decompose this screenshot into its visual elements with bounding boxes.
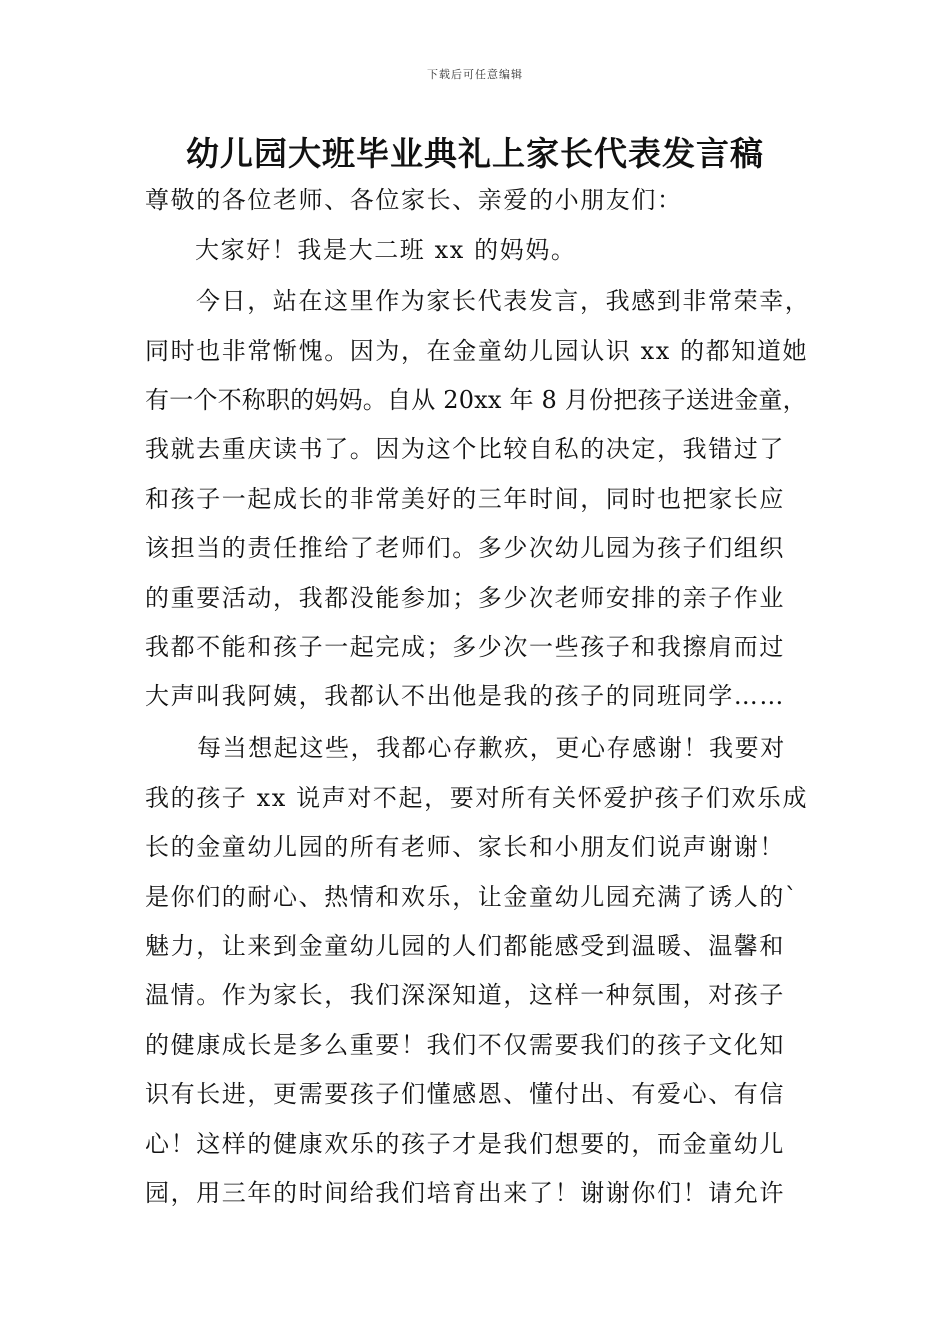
body-line: 每当想起这些，我都心存歉疚，更心存感谢！我要对	[197, 734, 786, 762]
body-line: 同时也非常惭愧。因为，在金童幼儿园认识 xx 的都知道她	[145, 337, 809, 365]
salutation-line: 尊敬的各位老师、各位家长、亲爱的小朋友们：	[145, 186, 683, 214]
greeting-line: 大家好！我是大二班 xx 的妈妈。	[195, 236, 577, 264]
body-line: 的健康成长是多么重要！我们不仅需要我们的孩子文化知	[145, 1031, 785, 1059]
body-line: 今日，站在这里作为家长代表发言，我感到非常荣幸，	[196, 287, 811, 315]
body-line: 大声叫我阿姨，我都认不出他是我的孩子的同班同学……	[145, 682, 785, 710]
body-line: 的重要活动，我都没能参加；多少次老师安排的亲子作业	[145, 584, 785, 612]
header-note: 下载后可任意编辑	[427, 68, 523, 81]
body-line: 魅力，让来到金童幼儿园的人们都能感受到温暖、温馨和	[145, 932, 785, 960]
body-line: 园，用三年的时间给我们培育出来了！谢谢你们！请允许	[145, 1179, 785, 1207]
body-line: 和孩子一起成长的非常美好的三年时间，同时也把家长应	[145, 485, 785, 513]
body-line: 是你们的耐心、热情和欢乐，让金童幼儿园充满了诱人的`	[145, 883, 799, 911]
document-title: 幼儿园大班毕业典礼上家长代表发言稿	[186, 134, 764, 173]
body-line: 温情。作为家长，我们深深知道，这样一种氛围，对孩子	[145, 981, 785, 1009]
body-line: 心！这样的健康欢乐的孩子才是我们想要的，而金童幼儿	[145, 1130, 785, 1158]
body-line: 我都不能和孩子一起完成；多少次一些孩子和我擦肩而过	[145, 633, 785, 661]
body-line: 我就去重庆读书了。因为这个比较自私的决定，我错过了	[145, 435, 785, 463]
body-line: 我的孩子 xx 说声对不起，要对所有关怀爱护孩子们欢乐成	[145, 784, 809, 812]
body-line: 长的金童幼儿园的所有老师、家长和小朋友们说声谢谢！	[145, 833, 785, 861]
body-line: 该担当的责任推给了老师们。多少次幼儿园为孩子们组织	[145, 534, 785, 562]
body-line: 识有长进，更需要孩子们懂感恩、懂付出、有爱心、有信	[145, 1080, 785, 1108]
body-line: 有一个不称职的妈妈。自从 20xx 年 8 月份把孩子送进金童，	[145, 386, 807, 414]
